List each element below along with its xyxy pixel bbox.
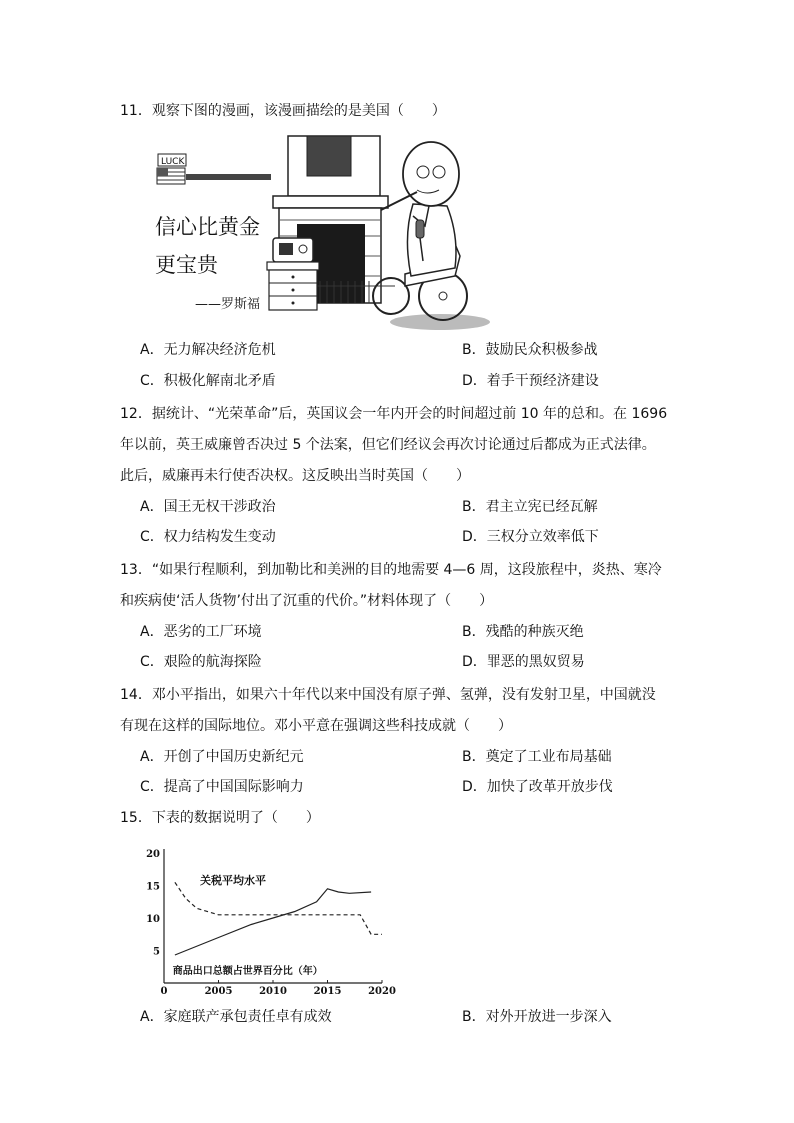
question-11-stem: 11．观察下图的漫画，该漫画描绘的是美国（ ） (120, 103, 446, 119)
y-tick-label: 5 (153, 946, 160, 958)
q12-option-c[interactable]: C．权力结构发生变动 (140, 529, 276, 545)
q15-option-b[interactable]: B．对外开放进一步深入 (462, 1009, 612, 1025)
x-tick-label: 2015 (313, 986, 342, 997)
portrait-frame (307, 136, 351, 176)
cartoon-signature: ——罗斯福 (195, 297, 261, 312)
tariff-export-line-chart (140, 840, 396, 997)
y-tick-label: 20 (146, 849, 160, 860)
q14-option-a[interactable]: A．开创了中国历史新纪元 (140, 749, 304, 765)
q11-option-d[interactable]: D．着手干预经济建设 (462, 373, 599, 389)
q15-option-a[interactable]: A．家庭联产承包责任卓有成效 (140, 1009, 332, 1025)
q14-option-d[interactable]: D．加快了改革开放步伐 (462, 779, 613, 795)
y-tick-label: 15 (146, 881, 160, 893)
man-body (407, 204, 456, 276)
question-15-stem: 15．下表的数据说明了（ ） (120, 810, 320, 826)
x-tick-label: 2020 (368, 986, 396, 997)
export-share-line (175, 889, 371, 955)
x-tick-label: 2010 (259, 986, 287, 997)
q12-option-b[interactable]: B．君主立宪已经瓦解 (462, 499, 598, 515)
tariff-series-label: 关税平均水平 (199, 874, 266, 888)
chart-series-labels (173, 873, 323, 977)
microphone-icon (416, 220, 424, 238)
question-13-stem: 13．“如果行程顺利，到加勒比和美洲的目的地需要 4—6 周，这段旅程中，炎热、寒冷 和疾病使‘活人货物’付出了沉重的代价。”材料体现了（ ） (120, 562, 662, 609)
roosevelt-cartoon (155, 136, 490, 332)
q11-option-c[interactable]: C．积极化解南北矛盾 (140, 373, 276, 389)
question-14-stem: 14．邓小平指出，如果六十年代以来中国没有原子弹、氢弹，没有发射卫星，中国就没 有现在这样的国际地位。邓小平意在强调这些科技成就（ ） (120, 687, 656, 734)
x-tick-label: 0 (160, 986, 168, 997)
floor-shadow (390, 314, 490, 330)
q11-option-a[interactable]: A．无力解决经济危机 (140, 342, 276, 358)
q11-option-b[interactable]: B．鼓励民众积极参战 (462, 342, 598, 358)
chart-series (175, 882, 382, 955)
tariff-average-line (175, 882, 382, 934)
q14-option-c[interactable]: C．提高了中国国际影响力 (140, 779, 304, 795)
q13-option-d[interactable]: D．罪恶的黑奴贸易 (462, 654, 585, 670)
cartoon-caption-line1: 信心比黄金 (155, 215, 260, 239)
q13-option-c[interactable]: C．艰险的航海探险 (140, 654, 262, 670)
chart-axes (164, 849, 382, 983)
q13-option-a[interactable]: A．恶劣的工厂环境 (140, 624, 262, 640)
cartoon-caption-line2: 更宝贵 (155, 253, 218, 277)
shelf-bar (186, 174, 271, 180)
q13-option-b[interactable]: B．残酷的种族灭绝 (462, 624, 584, 640)
export-series-label: 商品出口总额占世界百分比（年） (172, 965, 323, 977)
q12-option-a[interactable]: A．国王无权干涉政治 (140, 499, 276, 515)
y-tick-label: 10 (146, 914, 160, 925)
luck-sign-text: LUCK (161, 157, 185, 167)
man-head (403, 142, 459, 206)
q12-option-d[interactable]: D．三权分立效率低下 (462, 529, 599, 545)
q14-option-b[interactable]: B．奠定了工业布局基础 (462, 749, 612, 765)
x-tick-label: 2005 (204, 986, 233, 997)
question-12-stem: 12．据统计、“光荣革命”后，英国议会一年内开会的时间超过前 10 年的总和。在 1696 年以前，英王威廉曾否决过 5 个法案，但它们经议会再次讨论通过后都成为正式法律。 此后，威廉再未行使否决权。这反映出当时英国（ ） (120, 406, 668, 484)
